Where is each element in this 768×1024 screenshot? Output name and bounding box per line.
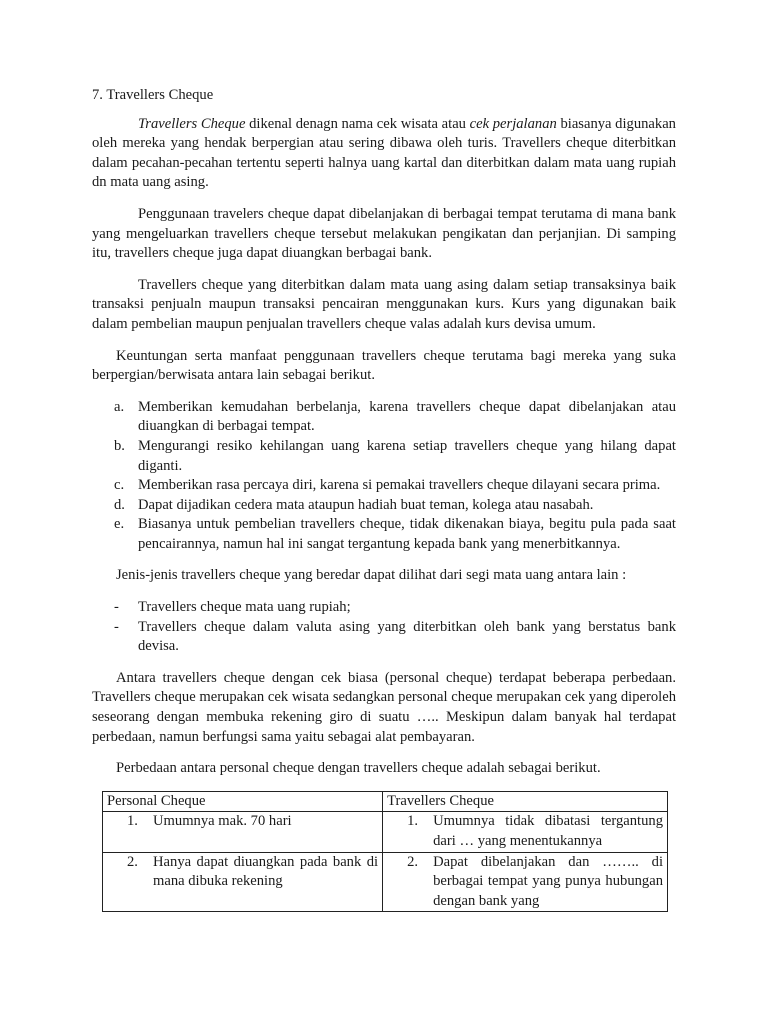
paragraph-definition-text-1: dikenal denagn nama cek wisata atau [245,115,470,132]
list-marker: b. [114,437,125,454]
row-number: 1. [407,813,419,830]
benefits-list [92,398,676,555]
list-marker: e. [114,516,125,533]
paragraph-differences: Antara travellers cheque dengan cek biasa (personal cheque) terdapat beberapa perbedaan. Travellers cheque merupakan cek wisata sedangkan personal cheque merupakan cek yang diperoleh seseorang dengan membuka rekening giro di suatu ….. Meskipun dalam banyak hal terdapat perbedaan, namun berfungsi sama yaitu sebagai alat pembayaran. [92,669,676,745]
list-marker: c. [114,477,125,494]
cell-text: Umumnya mak. 70 hari [153,813,292,830]
term-cek-perjalanan: cek perjalanan [469,115,557,132]
list-item [92,496,676,516]
list-item [92,398,676,437]
paragraph-types-intro: Jenis-jenis travellers cheque yang beredar dapat dilihat dari segi mata uang antara lain : [116,567,627,584]
comparison-table [102,791,668,913]
types-list [92,598,676,657]
paragraph-definition [92,115,676,193]
paragraph-benefits-intro: Keuntungan serta manfaat penggunaan travellers cheque terutama bagi mereka yang suka berpergian/berwisata antara lain sebagai berikut. [92,347,676,384]
list-item-text: Biasanya untuk pembelian travellers cheque, tidak dikenakan biaya, begitu pula pada saat pencairannya, namun hal ini sangat tergantung kepada bank yang menerbitkannya. [138,516,676,552]
column-header-personal: Personal Cheque [103,791,383,812]
section-heading: 7. Travellers Cheque [92,87,214,103]
list-item [92,476,676,496]
list-item [92,437,676,476]
list-marker: - [114,599,119,616]
cell-text: Hanya dapat diuangkan pada bank di mana dibuka rekening [153,853,379,890]
column-header-travellers: Travellers Cheque [383,791,668,812]
list-marker: d. [114,496,125,513]
list-item-text: Memberikan rasa percaya diri, karena si pemakai travellers cheque dilayani secara prima. [138,477,661,494]
table-row [103,812,668,852]
list-item [92,618,676,657]
paragraph-definition-text-2: biasanya digunakan oleh mereka yang hendak berpergian atau sering dibawa oleh turis. Travellers cheque diterbitkan dalam pecahan-pecahan tertentu seperti halnya uang kartal dan diterbitkan dalam mata uang rupiah dn mata uang asing. [92,115,676,191]
row-number: 2. [407,853,419,870]
paragraph-usage: Penggunaan travelers cheque dapat dibelanjakan di berbagai tempat terutama di mana bank yang mengeluarkan travellers cheque tersebut melakukan pengikatan dan perjanjian. Di samping itu, travellers cheque juga dapat diuangkan berbagai bank. [92,205,676,262]
list-marker: - [114,618,119,635]
list-item-text: Travellers cheque mata uang rupiah; [138,599,351,616]
cell-text: Dapat dibelanjakan dan …….. di berbagai tempat yang punya hubungan dengan bank yang [433,853,663,909]
row-number: 2. [127,853,138,870]
list-item-text: Memberikan kemudahan berbelanja, karena travellers cheque dapat dibelanjakan atau diuangkan di berbagai tempat. [138,398,676,435]
paragraph-foreign-currency: Travellers cheque yang diterbitkan dalam mata uang asing dalam setiap transaksinya baik transaksi penjualn maupun transaksi pencairan menggunakan kurs. Kurs yang digunakan baik dalam pembelian maupun penjualan travellers cheque valas adalah kurs devisa umum. [92,276,676,332]
paragraph-table-intro: Perbedaan antara personal cheque dengan travellers cheque adalah sebagai berikut. [116,760,601,777]
table-cell [103,812,383,852]
table-cell [103,852,383,912]
list-item-text: Travellers cheque dalam valuta asing yang diterbitkan oleh bank yang berstatus bank devisa. [138,618,676,655]
table-row [103,852,668,912]
list-item [92,598,676,618]
list-item-text: Dapat dijadikan cedera mata ataupun hadiah buat teman, kolega atau nasabah. [138,496,594,513]
cell-text: Umumnya tidak dibatasi tergantung dari … yang menentukannya [433,813,663,849]
table-cell [383,812,668,852]
table-header-row [103,791,668,812]
list-marker: a. [114,398,125,415]
row-number: 1. [127,813,138,830]
term-travellers-cheque: Travellers Cheque [138,115,246,132]
table-cell [383,852,668,912]
list-item [92,515,676,554]
list-item-text: Mengurangi resiko kehilangan uang karena setiap travellers cheque yang hilang dapat diganti. [138,437,676,474]
